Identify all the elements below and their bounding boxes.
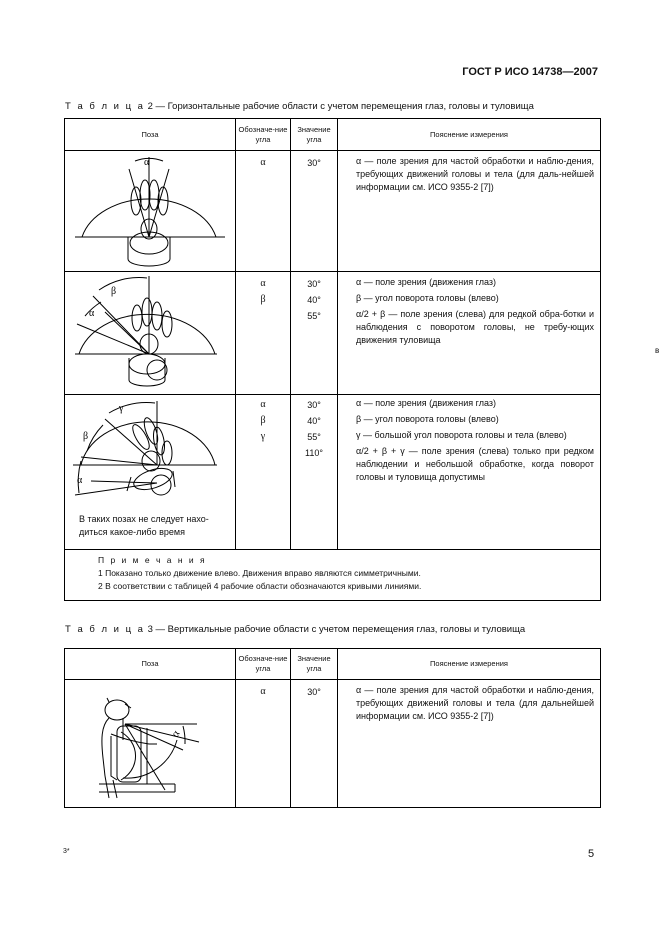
pose-note: В таких позах не следует нахо-диться какое-либо время [79,514,209,537]
col-header-pose: Поза [65,119,236,151]
angle-value: 55° [307,311,321,321]
angle-label-gamma: γ [119,403,124,414]
notes-title: П р и м е ч а н и я [98,555,207,565]
note-item: 2 В соответствии с таблицей 4 рабочие области обозначаются кривыми линиями. [98,581,422,591]
explanation-text: α — поле зрения для частой обработки и наблю-дения, требующих движений головы и тела (для дальнейшей информации см. ИСО 9355-2 [7]) [356,685,594,721]
explanation-text: β — угол поворота головы (влево) [356,293,499,303]
angle-label-beta: β [83,431,89,442]
footer-mark: 3* [63,848,70,855]
pose-figure-3 [65,395,236,550]
col-header-pose: Поза [65,649,236,680]
explanation-text: α/2 + β + γ — поле зрения (слева) только при редком наблюдении и небольшой обработке, когда поворот головы и туловища допустимы [356,446,594,482]
angle-value: 30° [307,279,321,289]
pose-figure-1 [65,151,236,272]
angle-label-alpha: α [144,157,150,168]
table-row [65,272,601,395]
explanation-text: α — поле зрения (движения глаз) [356,398,496,408]
page-number: 5 [588,848,595,860]
table2-caption: Т а б л и ц а 2 — Горизонтальные рабочие области с учетом перемещения глаз, головы и туловища [65,101,534,112]
angle-symbol: α [260,278,266,289]
angle-symbol: α [260,157,266,168]
col-header-value: Значение угла [291,649,338,680]
angle-label-beta: β [111,286,117,297]
margin-mark: в [655,346,660,355]
pose-figure-2 [65,272,236,395]
col-header-symbol: Обозначе-ние угла [236,649,291,680]
angle-symbol: β [260,294,266,305]
note-item: 1 Показано только движение влево. Движения вправо являются симметричными. [98,568,421,578]
table3-caption: Т а б л и ц а 3 — Вертикальные рабочие области с учетом перемещения глаз, головы и туловища [65,624,526,635]
table-notes [65,550,601,601]
angle-label-alpha: α [89,308,95,319]
explanation-text: γ — большой угол поворота головы и тела (влево) [356,430,567,440]
angle-symbol: β [260,415,266,426]
angle-symbol: α [260,399,266,410]
angle-symbol: γ [260,431,266,442]
angle-value: 55° [307,432,321,442]
table-3 [64,648,601,808]
col-header-explanation: Пояснение измерения [338,119,601,151]
angle-value: 110° [305,448,323,458]
explanation-text: α/2 + β — поле зрения (слева) для редкой обра-ботки и наблюдения с поворотом головы, не требу-ющих движения туловища [356,309,594,345]
table-row [65,680,601,808]
table-row [65,395,601,550]
angle-label-alpha: α [77,475,83,486]
table-row [65,151,601,272]
angle-value: 30° [307,400,321,410]
col-header-explanation: Пояснение измерения [338,649,601,680]
explanation-text: α — поле зрения (движения глаз) [356,277,496,287]
pose-figure-4 [65,680,236,808]
document-id: ГОСТ Р ИСО 14738—2007 [462,66,598,78]
angle-label-alpha: α [169,728,183,740]
angle-value: 30° [307,687,321,697]
angle-value: 40° [307,416,321,426]
angle-value: 40° [307,295,321,305]
table-2 [64,118,601,601]
explanation-text: β — угол поворота головы (влево) [356,414,499,424]
explanation-text: α — поле зрения для частой обработки и наблю-дения, требующих движений головы и тела (для даль-нейшей информации см. ИСО 9355-2 [7]) [356,156,594,192]
angle-symbol: α [260,686,266,697]
col-header-value: Значение угла [291,119,338,151]
angle-value: 30° [307,158,321,168]
col-header-symbol: Обозначе-ние угла [236,119,291,151]
